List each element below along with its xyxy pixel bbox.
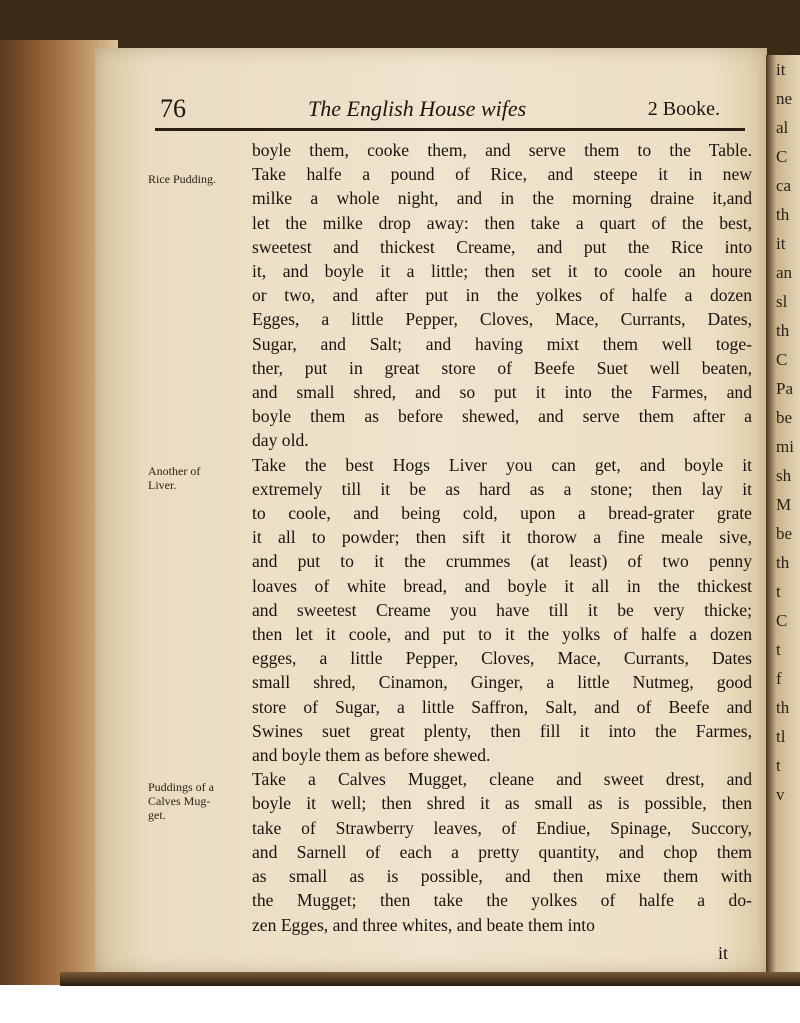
text-line: it, and boyle it a little; then set it to coole an houre [252, 261, 752, 282]
text-line: and put to it the crummes (at least) of two penny [252, 551, 752, 572]
text-line: loaves of white bread, and boyle it all in the thickest [252, 575, 752, 596]
text-line: it all to powder; then sift it thorow a fine meale sive, [252, 527, 752, 548]
next-page-fragment: an [776, 263, 793, 282]
text-line: as small as is possible, and then mixe them with [252, 866, 752, 887]
next-page-fragment: sl [776, 292, 788, 311]
text-line: or two, and after put in the yolkes of halfe a dozen [252, 285, 752, 306]
page-number: 76 [160, 94, 186, 123]
catchword: it [718, 943, 729, 963]
text-line: Egges, a little Pepper, Cloves, Mace, Currants, Dates, [252, 309, 752, 330]
next-page-fragment: it [776, 234, 786, 253]
text-line: Sugar, and Salt; and having mixt them well toge- [252, 333, 752, 354]
next-page-fragment: th [776, 321, 790, 340]
text-line: Take a Calves Mugget, cleane and sweet drest, and [252, 769, 752, 790]
next-page-edge [766, 55, 800, 980]
margin-note-liver [148, 464, 248, 492]
next-page-fragment: C [776, 350, 788, 369]
next-page-fragment: th [776, 553, 790, 572]
next-page-fragment: tl [776, 727, 786, 746]
text-line: to coole, and being cold, upon a bread-grater grate [252, 503, 752, 524]
text-line: boyle them, cooke them, and serve them to the Table. [252, 140, 752, 160]
next-page-fragment: sh [776, 466, 792, 485]
text-line: boyle them as before shewed, and serve them after a [252, 406, 752, 427]
text-line: and sweetest Creame you have till it be very thicke; [252, 599, 752, 620]
bottom-page-edge [60, 972, 800, 986]
next-page-fragment: al [776, 118, 789, 137]
text-line: egges, a little Pepper, Cloves, Mace, Currants, Dates [252, 648, 752, 669]
next-page-fragment: C [776, 147, 788, 166]
text-line: take of Strawberry leaves, of Endiue, Spinage, Succory, [252, 817, 752, 838]
next-page-fragment: M [776, 495, 792, 514]
text-line: Take halfe a pound of Rice, and steepe it in new [252, 164, 752, 185]
next-page-fragment: C [776, 611, 788, 630]
body-text [252, 138, 752, 937]
text-line: extremely till it be as hard as a stone; then lay it [252, 478, 752, 499]
text-line: store of Sugar, a little Saffron, Salt, and of Beefe and [252, 696, 752, 717]
next-page-fragment: be [776, 524, 793, 543]
text-line: Swines suet great plenty, then fill it into the Farmes, [252, 720, 752, 741]
next-page-fragment: be [776, 408, 793, 427]
next-page-fragment: v [776, 785, 785, 804]
margin-note-line: Another of [148, 464, 201, 478]
text-line: small shred, Cinamon, Ginger, a little Nutmeg, good [252, 672, 752, 693]
page-header [160, 94, 750, 126]
text-line: milke a whole night, and in the morning draine it,and [252, 188, 752, 209]
text-line: then let it coole, and put to it the yolks of halfe a dozen [252, 624, 752, 645]
next-page-fragment: Pa [776, 379, 793, 398]
text-line: and Sarnell of each a pretty quantity, and chop them [252, 841, 752, 862]
next-page-fragment: th [776, 698, 790, 717]
next-page-fragment: f [776, 669, 782, 688]
header-rule [155, 128, 745, 131]
margin-note-line: get. [148, 808, 166, 822]
text-line: day old. [252, 430, 309, 451]
text-line: and small shred, and so put it into the Farmes, and [252, 382, 752, 403]
text-line: and boyle them as before shewed. [252, 745, 491, 766]
next-page-fragment: ne [776, 89, 793, 108]
text-line: sweetest and thickest Creame, and put the Rice into [252, 236, 752, 257]
next-page-fragment: it [776, 60, 786, 79]
next-page-fragment: t [776, 640, 781, 659]
text-line: ther, put in great store of Beefe Suet well beaten, [252, 357, 752, 378]
book-reference: 2 Booke. [647, 98, 720, 120]
text-line: let the milke drop away: then take a quart of the best, [252, 212, 752, 233]
margin-note-rice-pudding [148, 172, 248, 186]
text-line: Take the best Hogs Liver you can get, and boyle it [252, 454, 752, 475]
next-page-fragment: mi [776, 437, 794, 456]
margin-note-line: Liver. [148, 478, 177, 492]
text-line: zen Egges, and three whites, and beate them into [252, 914, 595, 935]
next-page-fragment: th [776, 205, 790, 224]
margin-note-calves-mugget [148, 780, 248, 822]
margin-note-line: Puddings of a [148, 780, 214, 794]
text-line: boyle it well; then shred it as small as is possible, then [252, 793, 752, 814]
next-page-fragment: t [776, 582, 781, 601]
margin-note-line: Rice Pudding. [148, 172, 216, 186]
margin-note-line: Calves Mug- [148, 794, 211, 808]
text-line: the Mugget; then take the yolkes of halfe a do- [252, 890, 752, 911]
next-page-fragment: ca [776, 176, 792, 195]
next-page-fragment: t [776, 756, 781, 775]
running-title: The English House wifes [308, 96, 527, 121]
